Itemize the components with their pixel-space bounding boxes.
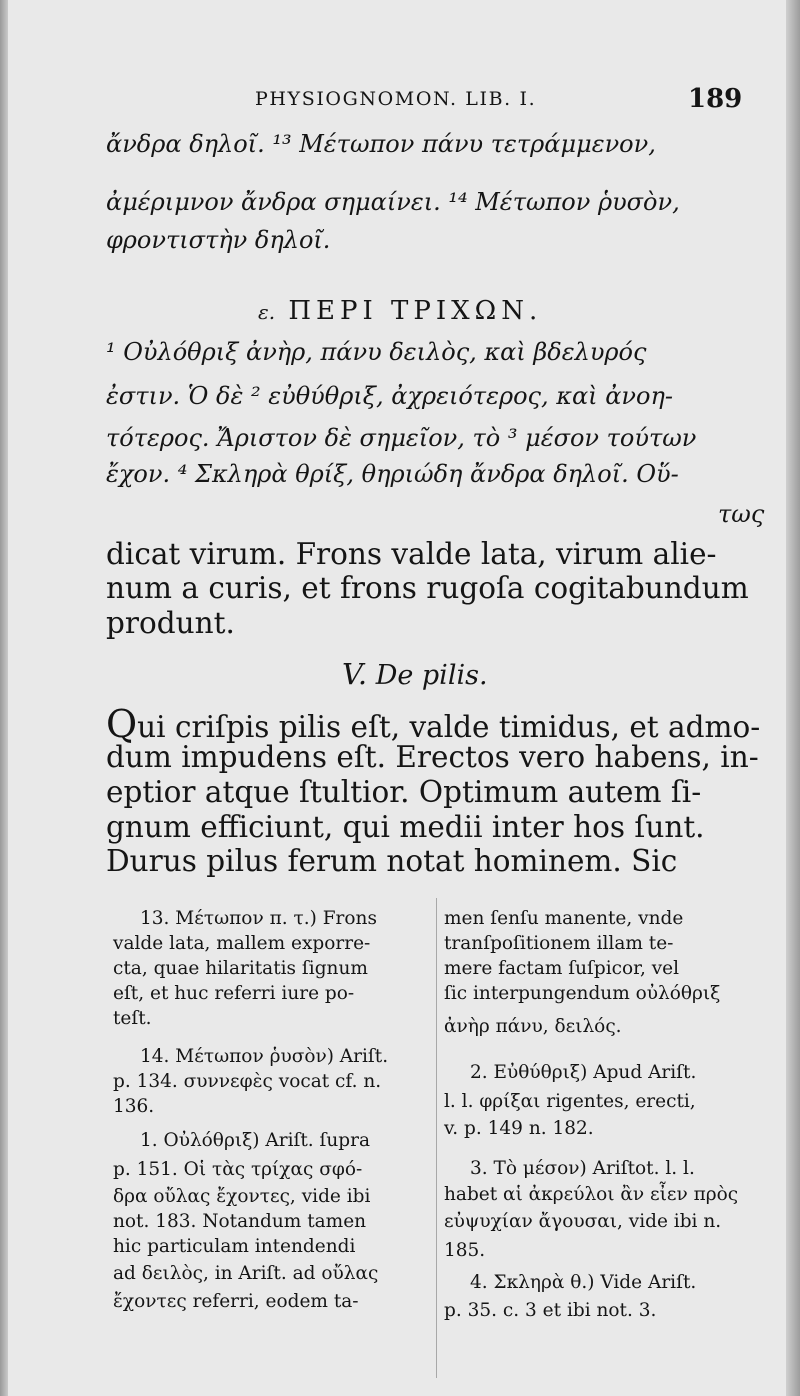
latin-line-2: num a curis, et frons rugoſa cogitabundum <box>106 571 749 605</box>
latin-line-3: produnt. <box>106 606 235 640</box>
note-right-line-12: 185. <box>444 1240 486 1261</box>
note-left-line-11: δρα οὔλας ἔχοντες, vide ibi <box>113 1186 371 1207</box>
greek-line-1: ἄνδρα δηλοῖ. ¹³ Μέτωπον πάνυ τετράμμενον, <box>106 130 656 158</box>
note-right-line-11: εὐψυχίαν ἄγουσαι, vide ibi n. <box>444 1211 722 1232</box>
note-left-line-3: cta, quae hilaritatis ſignum <box>113 958 368 979</box>
note-right-line-6: 2. Εὐθύθριξ) Apud Ariſt. <box>470 1062 697 1083</box>
latin-section-line-3: eptior atque ſtultior. Optimum autem ſi- <box>106 775 702 809</box>
note-left-line-2: valde lata, mallem exporre- <box>113 933 371 954</box>
latin-section-line-1-text: ui criſpis pilis eſt, valde timidus, et admo- <box>137 710 761 744</box>
latin-section-title: De pilis. <box>375 660 488 691</box>
notes-column-divider <box>436 898 437 1378</box>
greek-line-2: ἀμέριμνον ἄνδρα σημαίνει. ¹⁴ Μέτωπον ῥυσὸν, <box>106 188 680 216</box>
note-right-line-7: l. l. φρίξαι rigentes, erecti, <box>444 1091 696 1112</box>
note-left-line-4: eſt, et huc referri iure po- <box>113 983 355 1004</box>
note-right-line-8: v. p. 149 n. 182. <box>444 1118 594 1139</box>
greek-section-line-4: ἔχον. ⁴ Σκληρὰ θρίξ, θηριώδη ἄνδρα δηλοῖ. Οὕ- <box>106 460 679 488</box>
running-title: PHYSIOGNOMON. LIB. I. <box>255 88 537 110</box>
note-right-line-13: 4. Σκληρὰ θ.) Vide Ariſt. <box>470 1272 697 1293</box>
latin-section-number: V. <box>342 657 368 691</box>
latin-section-line-4: gnum efficiunt, qui medii inter hos ſunt. <box>106 810 705 844</box>
note-left-line-15: ἔχοντες referri, eodem ta- <box>113 1291 359 1312</box>
note-left-line-9: 1. Οὐλόθριξ) Ariſt. ſupra <box>140 1130 371 1151</box>
note-left-line-6: 14. Μέτωπον ῥυσὸν) Ariſt. <box>140 1046 389 1067</box>
page-number: 189 <box>688 84 743 114</box>
note-left-line-8: 136. <box>113 1096 155 1117</box>
latin-section-line-5: Durus pilus ferum notat hominem. Sic <box>106 844 678 878</box>
note-right-line-5: ἀνὴρ πάνυ, δειλός. <box>444 1016 622 1037</box>
greek-line-3: φροντιστὴν δηλοῖ. <box>106 226 331 254</box>
greek-section-line-1: ¹ Οὐλόθριξ ἀνὴρ, πάνυ δειλὸς, καὶ βδελυρός <box>106 338 647 366</box>
greek-section-number: ε. <box>258 300 276 324</box>
note-left-line-5: teſt. <box>113 1008 152 1029</box>
note-right-line-14: p. 35. c. 3 et ibi not. 3. <box>444 1300 657 1321</box>
note-right-line-2: tranſpoſitionem illam te- <box>444 933 674 954</box>
greek-section-title: ΠΕΡΙ ΤΡΙΧΩΝ. <box>288 296 543 326</box>
note-left-line-7: p. 134. συννεφὲς vocat cf. n. <box>113 1071 382 1092</box>
note-left-line-10: p. 151. Οἱ τὰς τρίχας σφό- <box>113 1159 363 1180</box>
catchword: τως <box>718 500 765 528</box>
note-left-line-12: not. 183. Notandum tamen <box>113 1211 367 1232</box>
note-right-line-3: mere factam ſuſpicor, vel <box>444 958 680 979</box>
note-right-line-10: habet αἱ ἀκρεύλοι ἂν εἶεν πρὸς <box>444 1184 739 1205</box>
note-left-line-13: hic particulam intendendi <box>113 1236 356 1257</box>
greek-section-heading <box>258 296 542 326</box>
note-right-line-9: 3. Τὸ μέσον) Ariſtot. l. l. <box>470 1158 695 1179</box>
page-fore-edge <box>786 0 800 1396</box>
greek-section-line-3: τότερος. Ἄριστον δὲ σημεῖον, τὸ ³ μέσον τούτων <box>106 424 697 452</box>
latin-section-heading <box>342 657 488 691</box>
note-right-line-1: men ſenſu manente, vnde <box>444 908 684 929</box>
drop-cap: Q <box>106 702 138 746</box>
greek-section-line-2: ἐστιν. Ὁ δὲ ² εὐθύθριξ, ἀχρειότερος, καὶ ἀνοη- <box>106 382 673 410</box>
latin-section-line-2: dum impudens eſt. Erectos vero habens, in- <box>106 740 759 774</box>
latin-line-1: dicat virum. Frons valde lata, virum alie- <box>106 537 717 571</box>
note-left-line-14: ad δειλὸς, in Ariſt. ad οὔλας <box>113 1263 379 1284</box>
note-left-line-1: 13. Μέτωπον π. τ.) Frons <box>140 908 377 929</box>
note-right-line-4: ſic interpungendum οὐλόθριξ <box>444 983 721 1004</box>
